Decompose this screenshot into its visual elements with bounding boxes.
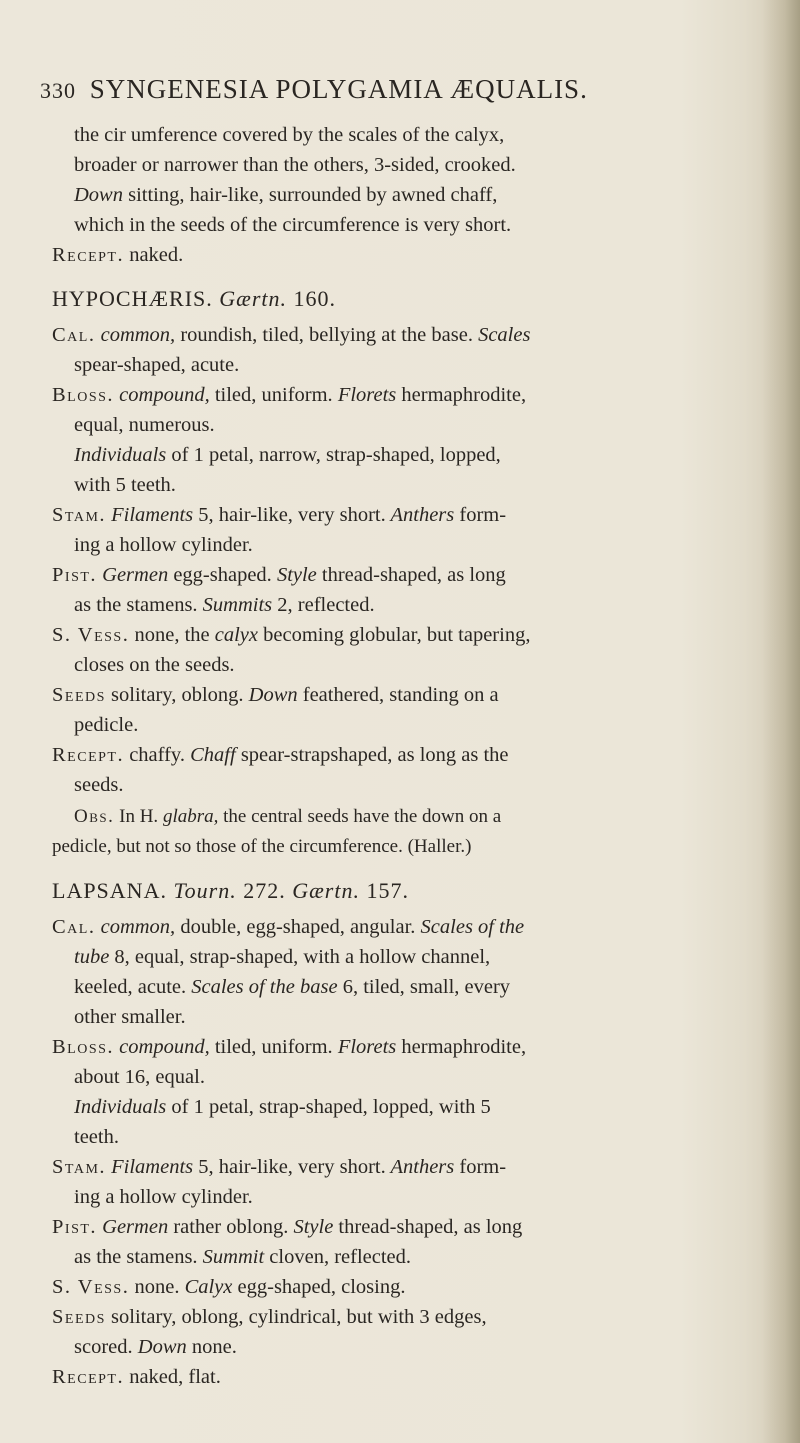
- char-blossom-cont: equal, numerous.: [74, 414, 215, 436]
- char-individuals: Individuals of 1 petal, narrow, strap-shaped, lopped,: [74, 444, 501, 466]
- char-stamens-cont: ing a hollow cylinder.: [74, 1186, 253, 1208]
- genus-description-lapsana: [52, 912, 742, 1392]
- char-receptacle: Recept. chaffy. Chaff spear-strapshaped, as long as the: [52, 744, 509, 766]
- char-stamens: Stam. Filaments 5, hair-like, very short. Anthers form-: [52, 1156, 507, 1178]
- char-calyx: Cal. common, double, egg-shaped, angular. Scales of the: [52, 916, 525, 938]
- char-calyx-cont: spear-shaped, acute.: [74, 354, 240, 376]
- char-seed-vessel: S. Vess. none. Calyx egg-shaped, closing.: [52, 1276, 406, 1298]
- char-pistil-cont: as the stamens. Summits 2, reflected.: [74, 594, 375, 616]
- char-seeds: Seeds solitary, oblong. Down feathered, standing on a: [52, 684, 499, 706]
- intro-line: Down sitting, hair-like, surrounded by awned chaff,: [74, 184, 498, 206]
- char-stamens: Stam. Filaments 5, hair-like, very short. Anthers form-: [52, 504, 507, 526]
- char-seeds-cont: scored. Down none.: [74, 1336, 237, 1358]
- char-pistil: Pist. Germen rather oblong. Style thread-shaped, as long: [52, 1216, 523, 1238]
- observation-cont: pedicle, but not so those of the circumference. (Haller.): [52, 836, 472, 857]
- genus-heading-lapsana: LAPSANA. Tourn. 272. Gærtn. 157.: [52, 878, 409, 903]
- char-receptacle: Recept. naked, flat.: [52, 1366, 221, 1388]
- char-seeds-cont: pedicle.: [74, 714, 139, 736]
- genus-heading-hypochaeris: HYPOCHÆRIS. Gærtn. 160.: [52, 286, 337, 311]
- intro-line: the cir umference covered by the scales of the calyx,: [74, 124, 505, 146]
- page-edge-shadow: [762, 0, 800, 1443]
- char-calyx-cont: tube 8, equal, strap-shaped, with a hollow channel,: [74, 946, 491, 968]
- page-number: 330: [40, 78, 76, 103]
- genus-description-hypochaeris: [52, 320, 742, 862]
- char-pistil-cont: as the stamens. Summit cloven, reflected.: [74, 1246, 412, 1268]
- char-individuals-cont: teeth.: [74, 1126, 119, 1148]
- char-pistil: Pist. Germen egg-shaped. Style thread-shaped, as long: [52, 564, 506, 586]
- term-down: Down: [74, 184, 123, 206]
- char-stamens-cont: ing a hollow cylinder.: [74, 534, 253, 556]
- running-head: [40, 74, 760, 105]
- intro-recept: Recept. naked.: [52, 244, 184, 266]
- char-individuals: Individuals of 1 petal, strap-shaped, lopped, with 5: [74, 1096, 491, 1118]
- intro-line: broader or narrower than the others, 3-sided, crooked.: [74, 154, 516, 176]
- intro-line: which in the seeds of the circumference is very short.: [74, 214, 512, 236]
- char-receptacle-cont: seeds.: [74, 774, 124, 796]
- char-individuals-cont: with 5 teeth.: [74, 474, 176, 496]
- page-body: [52, 120, 742, 1392]
- running-title: SYNGENESIA POLYGAMIA ÆQUALIS.: [89, 74, 588, 104]
- char-seeds: Seeds solitary, oblong, cylindrical, but with 3 edges,: [52, 1306, 487, 1328]
- char-blossom: Bloss. compound, tiled, uniform. Florets hermaphrodite,: [52, 1036, 527, 1058]
- char-seed-vessel: S. Vess. none, the calyx becoming globular, but tapering,: [52, 624, 531, 646]
- char-blossom-cont: about 16, equal.: [74, 1066, 205, 1088]
- intro-paragraph: [52, 120, 742, 270]
- char-calyx-cont: keeled, acute. Scales of the base 6, tiled, small, every: [74, 976, 511, 998]
- char-calyx-cont: other smaller.: [74, 1006, 186, 1028]
- char-seed-vessel-cont: closes on the seeds.: [74, 654, 235, 676]
- observation: Obs. In H. glabra, the central seeds have the down on a: [74, 806, 502, 827]
- char-blossom: Bloss. compound, tiled, uniform. Florets hermaphrodite,: [52, 384, 527, 406]
- char-calyx: Cal. common, roundish, tiled, bellying at the base. Scales: [52, 324, 531, 346]
